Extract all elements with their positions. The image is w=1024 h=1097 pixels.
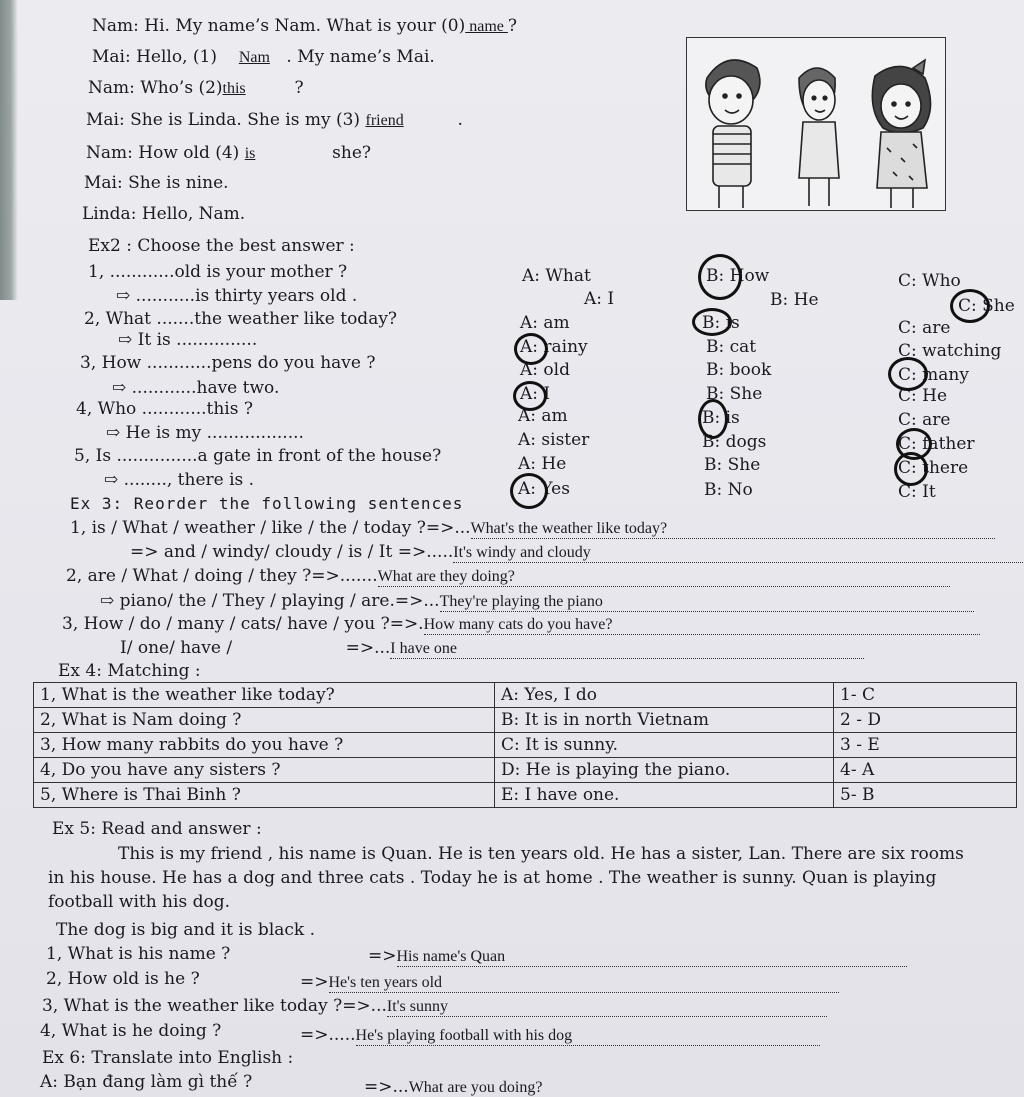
ex3-answer-3: What are they doing? xyxy=(378,568,950,587)
match-question: 3, How many rabbits do you have ? xyxy=(34,733,495,758)
ex5-question-2: 2, How old is he ? xyxy=(46,969,200,989)
ex2-q2b-a: A: rainy xyxy=(520,337,588,357)
ex2-q1b-a: A: I xyxy=(584,289,615,309)
ex2-q1-a: A: What xyxy=(522,266,591,286)
ex2-q5b: ⇨ ........, there is . xyxy=(104,470,255,490)
ex5-answer-2: He's ten years old xyxy=(329,974,839,993)
ex2-q3b-c: C: He xyxy=(898,386,948,406)
ex2-q5b-a: A: Yes xyxy=(518,479,570,499)
ex6-answer-line-1: =>...What are you doing? xyxy=(364,1077,543,1097)
ex3-item-6: I/ one/ have / =>...I have one xyxy=(120,638,864,659)
ex2-q4: 4, Who ............this ? xyxy=(76,399,253,419)
ex6-answer-1: What are you doing? xyxy=(408,1079,543,1096)
ex5-paragraph-2: in his house. He has a dog and three cats . Today he is at home . The weather is sunny. Quan is playing xyxy=(48,868,937,888)
answer-circle-q4 xyxy=(698,399,728,439)
dialogue-line-1: Nam: Hi. My name’s Nam. What is your (0) name ? xyxy=(92,16,518,36)
ex2-q3-b: B: book xyxy=(706,360,772,380)
ex5-answer-1: His name's Quan xyxy=(397,948,907,967)
ex2-q4-c: C: are xyxy=(898,410,951,430)
ex2-q3-c: C: many xyxy=(898,365,969,385)
answer-circle-q3 xyxy=(888,357,928,391)
ex2-q2-b: B: is xyxy=(702,313,740,333)
dialogue-line-6: Mai: She is nine. xyxy=(84,173,229,193)
answer-circle-q2b xyxy=(514,333,548,365)
answer-circle-q2 xyxy=(692,308,732,336)
ex5-answer-4: He's playing football with his dog xyxy=(356,1027,820,1046)
ex5-answer-3: It's sunny xyxy=(387,998,827,1017)
ex5-title: Ex 5: Read and answer : xyxy=(52,819,262,839)
answer-circle-q3b xyxy=(513,381,547,411)
table-row xyxy=(34,733,1017,758)
ex5-answer-line-4: =>.....He's playing football with his dog xyxy=(300,1025,820,1046)
ex5-answer-line-3: 3, What is the weather like today ?=>...It's sunny xyxy=(42,996,827,1017)
ex2-q5-a: A: He xyxy=(518,454,567,474)
ex3-item-3: 2, are / What / doing / they ?=>.......What are they doing? xyxy=(66,566,950,587)
match-answer: 4- A xyxy=(834,758,1017,783)
ex3-item-1: 1, is / What / weather / like / the / today ?=>...What's the weather like today? xyxy=(70,518,995,539)
blank-2: this xyxy=(222,80,246,97)
ex2-q5-c: C: there xyxy=(898,458,969,478)
ex2-q4b: ⇨ He is my .................. xyxy=(106,423,304,443)
ex3-answer-2: It's windy and cloudy xyxy=(453,544,1024,563)
match-answer: 1- C xyxy=(834,683,1017,708)
dialogue-line-3: Nam: Who’s (2)this ? xyxy=(88,78,304,98)
ex2-q2b-c: C: watching xyxy=(898,341,1002,361)
ex5-question-4: 4, What is he doing ? xyxy=(40,1021,222,1041)
ex5-paragraph-4: The dog is big and it is black . xyxy=(56,920,316,940)
ex3-title: Ex 3: Reorder the following sentences xyxy=(70,494,464,513)
match-question: 4, Do you have any sisters ? xyxy=(34,758,495,783)
ex2-q1b-c: C: She xyxy=(958,296,1015,316)
match-answer: 3 - E xyxy=(834,733,1017,758)
match-question: 5, Where is Thai Binh ? xyxy=(34,783,495,808)
ex2-q2b: ⇨ It is ............... xyxy=(118,330,258,350)
match-option: A: Yes, I do xyxy=(495,683,834,708)
ex2-q3-a: A: old xyxy=(520,360,570,380)
ex2-q5-b: B: She xyxy=(704,455,761,475)
ex3-answer-1: What's the weather like today? xyxy=(471,520,995,539)
ex2-q3b-a: A: I xyxy=(520,384,551,404)
ex3-answer-6: I have one xyxy=(390,640,864,659)
table-row xyxy=(34,708,1017,733)
blank-3: friend xyxy=(365,112,404,129)
ex3-item-2: => and / windy/ cloudy / is / It =>.....It's windy and cloudy xyxy=(130,542,1024,563)
ex3-answer-5: How many cats do you have? xyxy=(424,616,980,635)
ex2-q4-b: B: is xyxy=(702,408,740,428)
ex2-q2: 2, What .......the weather like today? xyxy=(84,309,398,329)
blank-0: name xyxy=(465,18,508,35)
ex2-q1: 1, ............old is your mother ? xyxy=(88,262,348,282)
page-edge-shadow xyxy=(0,0,18,300)
ex3-item-4: ⇨ piano/ the / They / playing / are.=>...They're playing the piano xyxy=(100,591,974,612)
match-answer: 2 - D xyxy=(834,708,1017,733)
ex6-title: Ex 6: Translate into English : xyxy=(42,1048,294,1068)
answer-circle-q5b xyxy=(510,473,548,509)
dialogue-line-7: Linda: Hello, Nam. xyxy=(82,204,246,224)
ex6-question-1: A: Bạn đang làm gì thế ? xyxy=(40,1072,253,1092)
ex2-q2-a: A: am xyxy=(520,313,570,333)
ex2-q2b-b: B: cat xyxy=(706,337,757,357)
children-illustration xyxy=(686,37,946,211)
ex2-title: Ex2 : Choose the best answer : xyxy=(88,236,355,256)
match-option: C: It is sunny. xyxy=(495,733,834,758)
ex5-paragraph-1: This is my friend , his name is Quan. He is ten years old. He has a sister, Lan. There are six rooms xyxy=(118,844,964,864)
ex3-item-5: 3, How / do / many / cats/ have / you ?=>.How many cats do you have? xyxy=(62,614,980,635)
table-row xyxy=(34,758,1017,783)
ex2-q3b-b: B: She xyxy=(706,384,763,404)
blank-4: is xyxy=(244,145,256,162)
match-question: 2, What is Nam doing ? xyxy=(34,708,495,733)
match-option: B: It is in north Vietnam xyxy=(495,708,834,733)
ex2-q4b-c: C: father xyxy=(898,434,975,454)
answer-circle-q5 xyxy=(894,452,928,486)
ex2-q4-a: A: am xyxy=(518,406,568,426)
match-answer: 5- B xyxy=(834,783,1017,808)
ex2-q1b: ⇨ ...........is thirty years old . xyxy=(116,286,358,306)
match-option: E: I have one. xyxy=(495,783,834,808)
ex2-q3b: ⇨ ............have two. xyxy=(112,378,280,398)
match-question: 1, What is the weather like today? xyxy=(34,683,495,708)
answer-circle-q1 xyxy=(698,254,742,300)
answer-circle-q1b xyxy=(950,289,990,323)
matching-table xyxy=(33,682,1017,808)
ex2-q5: 5, Is ...............a gate in front of the house? xyxy=(74,446,442,466)
dialogue-line-5: Nam: How old (4) is she? xyxy=(86,143,371,163)
ex2-q5b-c: C: It xyxy=(898,482,936,502)
blank-1: Nam xyxy=(238,49,270,66)
ex2-q1-b: B: How xyxy=(706,266,770,286)
table-row xyxy=(34,683,1017,708)
ex5-answer-line-1: =>His name's Quan xyxy=(368,946,907,967)
ex3-answer-4: They're playing the piano xyxy=(440,593,974,612)
dialogue-line-4: Mai: She is Linda. She is my (3) friend . xyxy=(86,110,463,130)
match-option: D: He is playing the piano. xyxy=(495,758,834,783)
ex2-q4b-b: B: dogs xyxy=(702,432,767,452)
ex2-q5b-b: B: No xyxy=(704,480,753,500)
ex2-q3: 3, How ............pens do you have ? xyxy=(80,353,376,373)
ex5-question-1: 1, What is his name ? xyxy=(46,944,231,964)
children-drawing xyxy=(687,38,945,210)
ex2-q1-c: C: Who xyxy=(898,271,961,291)
table-row xyxy=(34,783,1017,808)
ex4-title: Ex 4: Matching : xyxy=(58,661,201,681)
dialogue-line-2: Mai: Hello, (1) Nam . My name’s Mai. xyxy=(92,47,435,67)
ex2-q4b-a: A: sister xyxy=(518,430,590,450)
ex2-q2-c: C: are xyxy=(898,318,951,338)
ex5-answer-line-2: =>He's ten years old xyxy=(300,972,839,993)
ex5-paragraph-3: football with his dog. xyxy=(48,892,230,912)
ex2-q1b-b: B: He xyxy=(770,290,819,310)
